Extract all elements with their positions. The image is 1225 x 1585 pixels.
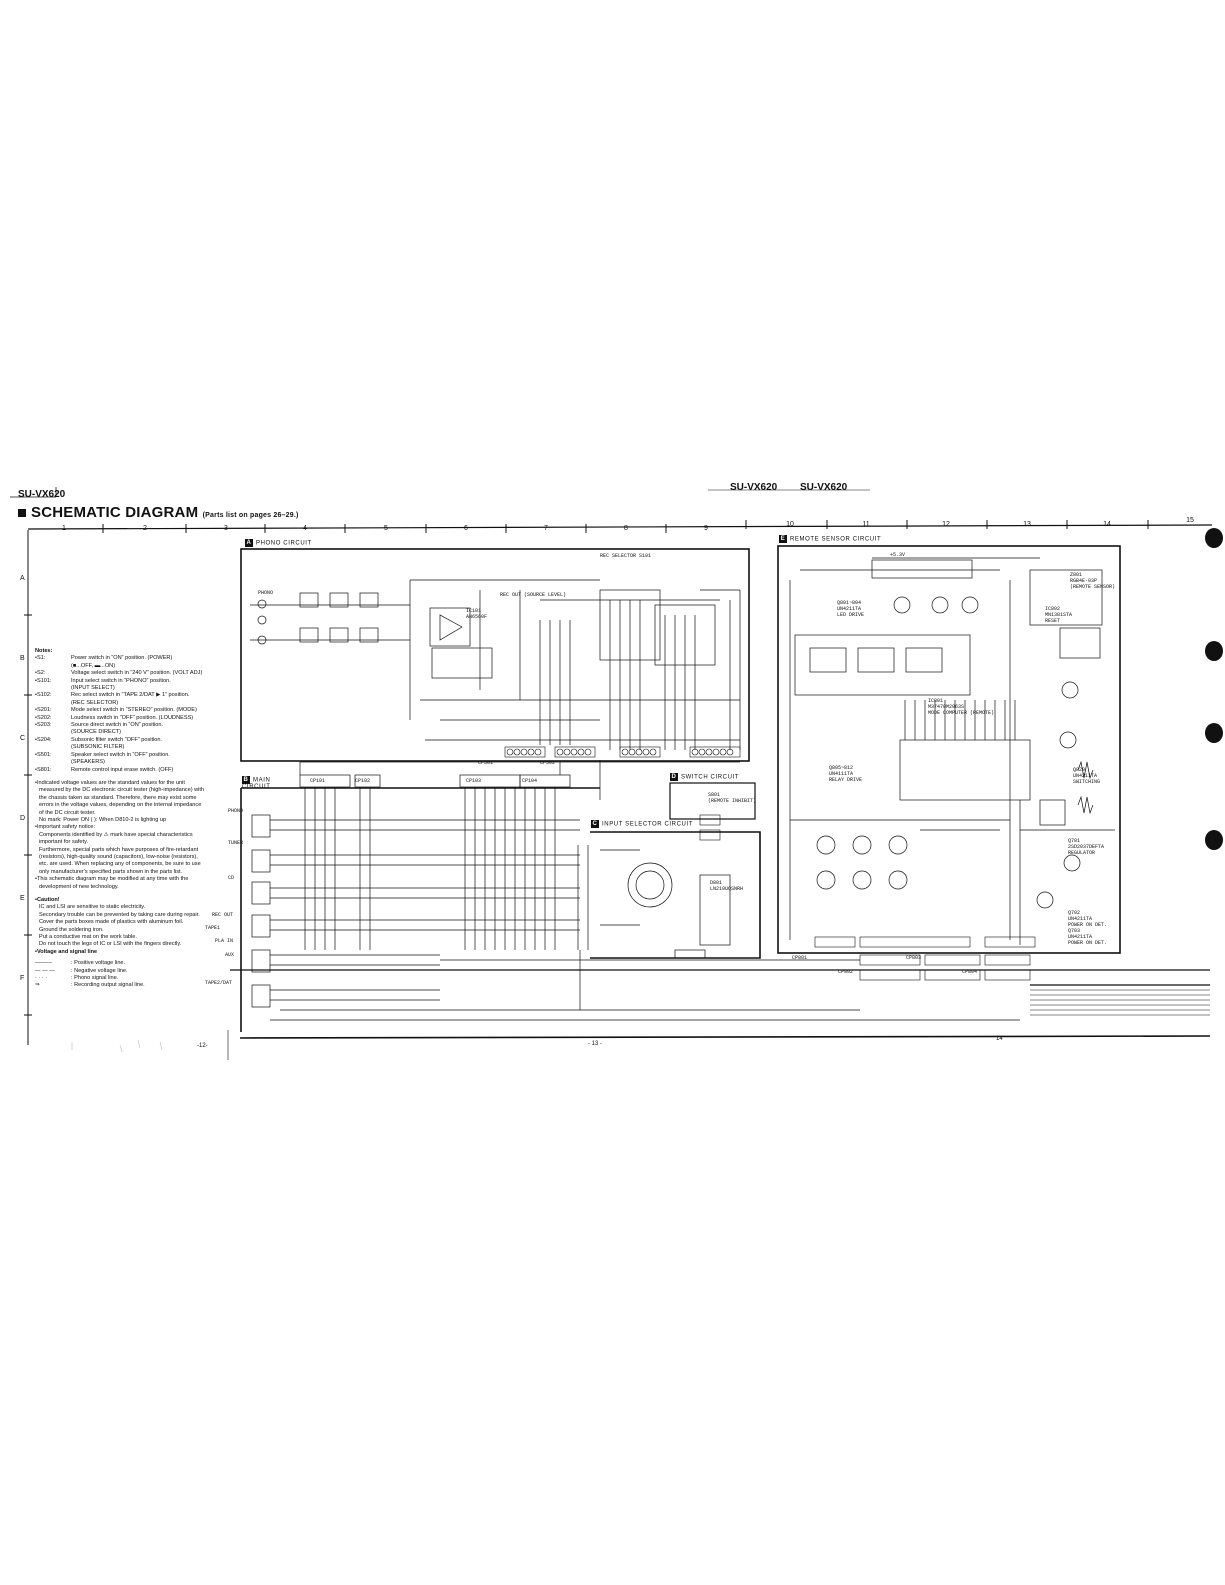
s801-label: S801 (REMOTE INHIBIT) [708, 792, 757, 804]
voltage-note-line: important for safety. [39, 839, 89, 846]
note-row: (SOURCE DIRECT) [71, 729, 122, 736]
note-row: •S801: Remote control input erase switch. (OFF) [35, 766, 174, 773]
grid-col-10: 10 [786, 521, 794, 528]
cp103-label: CP103 [466, 778, 482, 784]
page-number-left: -12- [197, 1043, 208, 1049]
phono-jack-label: PHONO [228, 808, 244, 814]
voltage-note-line: errors in the voltage values, depending on the internal impedance [39, 802, 202, 809]
grid-col-2: 2 [143, 525, 147, 532]
remote-circuit-badge: E [780, 536, 786, 542]
voltage-note-line: Furthermore, special parts which have purposes of fire-retardant [39, 846, 199, 853]
voltage-note-line: •Important safety notice: [35, 824, 96, 831]
ic801-label: IC801 M37470M2063S MODE COMPUTER (REMOTE) [928, 698, 995, 716]
grid-col-7: 7 [544, 525, 548, 532]
input-circuit-title: INPUT SELECTOR CIRCUIT [602, 821, 693, 828]
note-row: •S501: Speaker select switch in “OFF” position. [35, 751, 170, 758]
voltage-p-label: +5.3V [890, 552, 906, 558]
legend-row: ——— : Positive voltage line. [35, 960, 126, 967]
note-row: •S203: Source direct switch in “ON” position. [35, 722, 164, 729]
main-circuit-badge: B [243, 777, 249, 783]
note-row: •S1: Power switch in “ON” position. (POWER) [35, 655, 173, 662]
cp802-label: CP802 [838, 969, 854, 975]
note-row: (■...OFF, ▬...ON) [71, 662, 116, 669]
caution-line: Secondary trouble can be prevented by taking care during repair. [39, 911, 200, 918]
note-row: •S2: Voltage select switch in “240 V” position. (VOLT ADJ) [35, 670, 203, 677]
note-row: •S201: Mode select switch in “STEREO” position. (MODE) [35, 707, 197, 714]
phono-input-label: PHONO [258, 590, 274, 596]
grid-col-14: 14 [1103, 521, 1111, 528]
tuner-jack-label: TUNER [228, 840, 244, 846]
cp104-label: CP104 [522, 778, 538, 784]
cp101-label: CP101 [310, 778, 326, 784]
caution-line: Ground the soldering iron. [39, 926, 104, 933]
note-row: (SUBSONIC FILTER) [71, 744, 125, 751]
q801-label: Q801~804 UN4211TA LED DRIVE [837, 600, 865, 618]
model-label-right-1: SU-VX620 [730, 482, 778, 493]
tape2-jack-label: TAPE2/DAT [205, 980, 233, 986]
main-circuit-label [242, 776, 282, 790]
note-row: •S204: Subsonic filter switch “OFF” position. [35, 736, 163, 743]
ic802-label: IC802 MN1381STA RESET [1045, 606, 1073, 624]
phono-circuit-title: PHONO CIRCUIT [256, 540, 312, 547]
remote-circuit-title: REMOTE SENSOR CIRCUIT [790, 536, 882, 543]
switch-circuit-title: SWITCH CIRCUIT [681, 774, 740, 781]
q703-label: Q703 UN4211TA POWER ON DET. [1068, 928, 1108, 946]
cp102-label: CP102 [355, 778, 371, 784]
grid-col-13: 13 [1023, 521, 1031, 528]
note-row: (INPUT SELECT) [71, 685, 115, 692]
pla-in-label: PLA IN [215, 938, 234, 944]
cd-jack-label: CD [228, 875, 235, 881]
legend-row: · · · · : Phono signal line. [35, 975, 119, 982]
model-label-right-2: SU-VX620 [800, 482, 848, 493]
rec-out-label: REC OUT (SOURCE LEVEL) [500, 592, 567, 598]
caution-line: IC and LSI are sensitive to static electricity. [39, 904, 146, 911]
grid-col-11: 11 [862, 521, 870, 528]
page-number-center: - 13 - [588, 1041, 603, 1047]
voltage-note-line: •This schematic diagram may be modified at any time with the [35, 876, 189, 883]
voltage-note-line: development of new technology. [39, 883, 119, 890]
rec-selector-label: REC SELECTOR S101 [600, 553, 652, 559]
voltage-note-line: only manufacturer's specified parts shown in the parts list. [39, 868, 183, 875]
voltage-note-line: (resistors), high-quality sound (capacitors), low-noise (resistors), [39, 853, 198, 860]
q805-label: Q805~812 UN4111TA RELAY DRIVE [829, 765, 863, 783]
grid-col-5: 5 [384, 525, 388, 532]
voltage-note-line: measured by the DC electronic circuit tester (high-impedance) with [39, 787, 205, 794]
caution-line: Put a conductive mat on the work table. [39, 934, 137, 941]
ic101-label: IC101 AN6560F [466, 608, 488, 620]
main-circuit-title: MAIN CIRCUIT [242, 777, 271, 790]
grid-col-1: 1 [62, 525, 66, 532]
voltage-note-line: etc. are used. When replacing any of components, be sure to use [39, 861, 201, 868]
q701-label: Q701 2SD2037DEFTA REGULATOR [1068, 838, 1105, 856]
voltage-note-line: the chassis taken as standard. Therefore, there may exist some [39, 794, 197, 801]
note-row: •S101: Input select switch in “PHONO” position. [35, 677, 171, 684]
note-row: •S102: Rec select switch in “TAPE 2/DAT ▶ 1” position. [35, 692, 190, 699]
rec-out-jack-label: REC OUT [212, 912, 234, 918]
grid-col-8: 8 [624, 525, 628, 532]
q702-label: Q702 UN4211TA POWER ON DET. [1068, 910, 1108, 928]
caution-line: Do not touch the legs of IC or LSI with the fingers directly. [39, 941, 182, 948]
grid-row-c: C [20, 735, 26, 742]
q820-label: Q820 UN4211TA SWITCHING [1073, 767, 1101, 785]
note-row: (REC SELECTOR) [71, 699, 119, 706]
title-note: (Parts list on pages 26–29.) [202, 512, 299, 519]
switch-circuit-label [670, 773, 739, 781]
voltage-note-line: of the DC circuit tester. [39, 809, 96, 816]
cp801-label: CP801 [792, 955, 808, 961]
notes-panel [35, 648, 225, 990]
note-row: (SPEAKERS) [71, 759, 105, 766]
cp501-label: CP501 [478, 760, 494, 766]
caution-heading: •Caution! [35, 897, 60, 903]
cp803-label: CP803 [906, 955, 922, 961]
grid-col-9: 9 [704, 525, 708, 532]
grid-row-f: F [20, 975, 25, 982]
remote-sensor-circuit-label [779, 535, 881, 543]
title-text: SCHEMATIC DIAGRAM [31, 504, 199, 521]
input-selector-circuit-label [591, 820, 701, 828]
notes-heading: Notes: [35, 648, 53, 654]
legend-row: — — — : Negative voltage line. [35, 967, 128, 974]
grid-col-4: 4 [303, 525, 307, 532]
page-number-right: 14 [996, 1036, 1003, 1042]
grid-row-b: B [20, 655, 25, 662]
aux-jack-label: AUX [225, 952, 235, 958]
phono-circuit-badge: A [246, 540, 252, 546]
legend-heading: •Voltage and signal line [35, 948, 98, 955]
grid-col-6: 6 [464, 525, 468, 532]
phono-circuit-label [245, 539, 312, 547]
d801-label: D801 LN210UQSNRH [710, 880, 744, 892]
note-row: •S202: Loudness switch in “OFF” position. (LOUDNESS) [35, 714, 194, 721]
voltage-note-line: •Indicated voltage values are the standard values for the unit [35, 779, 185, 786]
grid-col-15: 15 [1186, 517, 1194, 524]
tape1-jack-label: TAPE1 [205, 925, 221, 931]
caution-line: Cover the parts boxes made of plastics with aluminum foil. [39, 919, 184, 926]
legend-row: ⇒ : Recording output signal line. [35, 982, 145, 989]
grid-row-e: E [20, 895, 25, 902]
cp502-label: CP502 [540, 760, 556, 766]
grid-row-a: A [20, 575, 25, 582]
switch-circuit-badge: D [671, 774, 677, 780]
z801-label: Z801 RGB4E-03P (REMOTE SENSOR) [1070, 572, 1116, 590]
grid-col-12: 12 [942, 521, 950, 528]
model-label-left: SU-VX620 [18, 489, 66, 500]
grid-col-3: 3 [224, 525, 228, 532]
input-circuit-badge: C [592, 821, 598, 827]
voltage-note-line: No mark: Power ON ( ): When D810-2 is lighting up [39, 816, 167, 823]
cp804-label: CP804 [962, 969, 978, 975]
grid-row-d: D [20, 815, 26, 822]
voltage-note-line: Components identified by ⚠ mark have special characteristics [39, 831, 193, 838]
